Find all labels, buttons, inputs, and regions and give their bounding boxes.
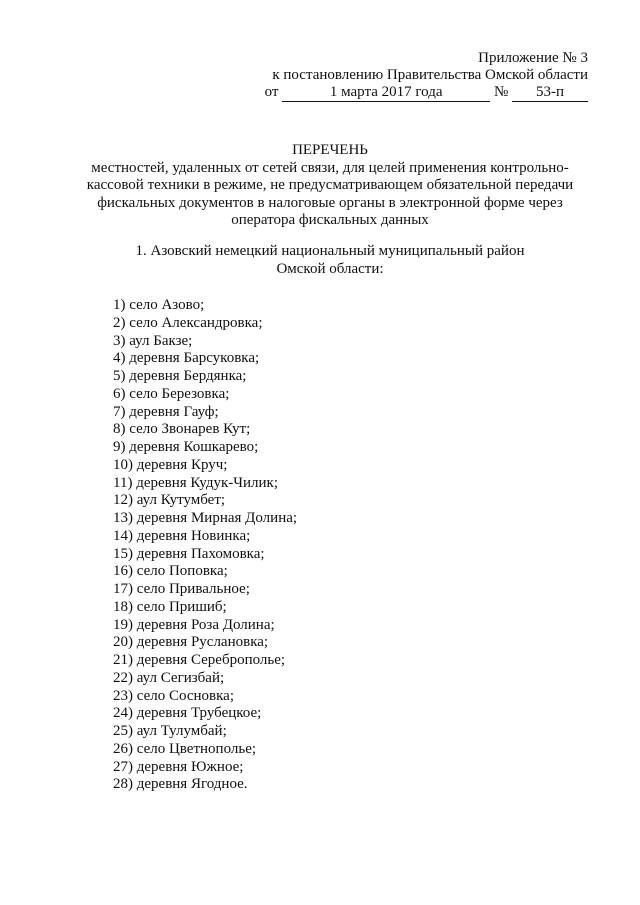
appendix-reference: к постановлению Правительства Омской области [272, 67, 588, 83]
list-item: 2) село Александровка; [113, 314, 263, 331]
list-item: 11) деревня Кудук-Чилик; [113, 474, 278, 491]
list-item: 26) село Цветнополье; [113, 740, 257, 757]
list-item: 3) аул Бакзе; [113, 332, 193, 349]
appendix-header [265, 50, 588, 102]
list-item: 19) деревня Роза Долина; [113, 616, 275, 633]
list-item: 4) деревня Барсуковка; [113, 350, 260, 367]
list-item: 16) село Поповка; [113, 563, 228, 580]
date-prefix: от [264, 84, 279, 100]
list-item: 7) деревня Гауф; [113, 403, 219, 420]
region-heading [60, 243, 600, 278]
list-item: 17) село Привальное; [113, 581, 250, 597]
list-item: 21) деревня Сереброполье; [113, 652, 286, 668]
title-line-1: местностей, удаленных от сетей связи, для целей применения контрольно- [91, 159, 569, 176]
number-prefix: № [493, 84, 509, 100]
list-item: 5) деревня Бердянка; [113, 368, 247, 384]
list-item: 27) деревня Южное; [113, 758, 244, 775]
list-item: 13) деревня Мирная Долина; [113, 510, 298, 526]
list-item: 9) деревня Кошкарево; [113, 439, 259, 455]
list-item: 25) аул Тулумбай; [113, 723, 227, 739]
list-item: 15) деревня Пахомовка; [113, 545, 265, 562]
list-item: 22) аул Сегизбай; [113, 669, 225, 686]
appendix-number: Приложение № 3 [478, 50, 588, 66]
list-item: 1) село Азово; [113, 297, 205, 313]
list-item: 12) аул Кутумбет; [113, 492, 226, 509]
list-item: 23) село Сосновка; [113, 687, 235, 704]
list-item: 8) село Звонарев Кут; [113, 421, 251, 438]
places-list [113, 297, 297, 794]
appendix-date-line [265, 84, 588, 102]
title-heading: ПЕРЕЧЕНЬ [292, 142, 368, 158]
list-item: 28) деревня Ягодное. [113, 776, 248, 793]
list-item: 18) село Пришиб; [113, 598, 227, 615]
list-item: 20) деревня Руслановка; [113, 634, 269, 651]
region-line-1: 1. Азовский немецкий национальный муниципальный район [135, 243, 525, 259]
list-item: 6) село Березовка; [113, 385, 230, 402]
region-line-2: Омской области: [276, 260, 384, 277]
list-item: 24) деревня Трубецкое; [113, 705, 262, 722]
list-item: 14) деревня Новинка; [113, 527, 251, 544]
title-line-3: фискальных документов в налоговые органы в электронной форме через [97, 194, 563, 211]
number-value: 53-п [512, 84, 588, 102]
document-title [60, 142, 600, 230]
date-value: 1 марта 2017 года [282, 84, 490, 102]
title-line-4: оператора фискальных данных [231, 212, 429, 228]
title-line-2: кассовой техники в режиме, не предусматривающем обязательной передачи [86, 177, 574, 193]
list-item: 10) деревня Круч; [113, 456, 228, 473]
